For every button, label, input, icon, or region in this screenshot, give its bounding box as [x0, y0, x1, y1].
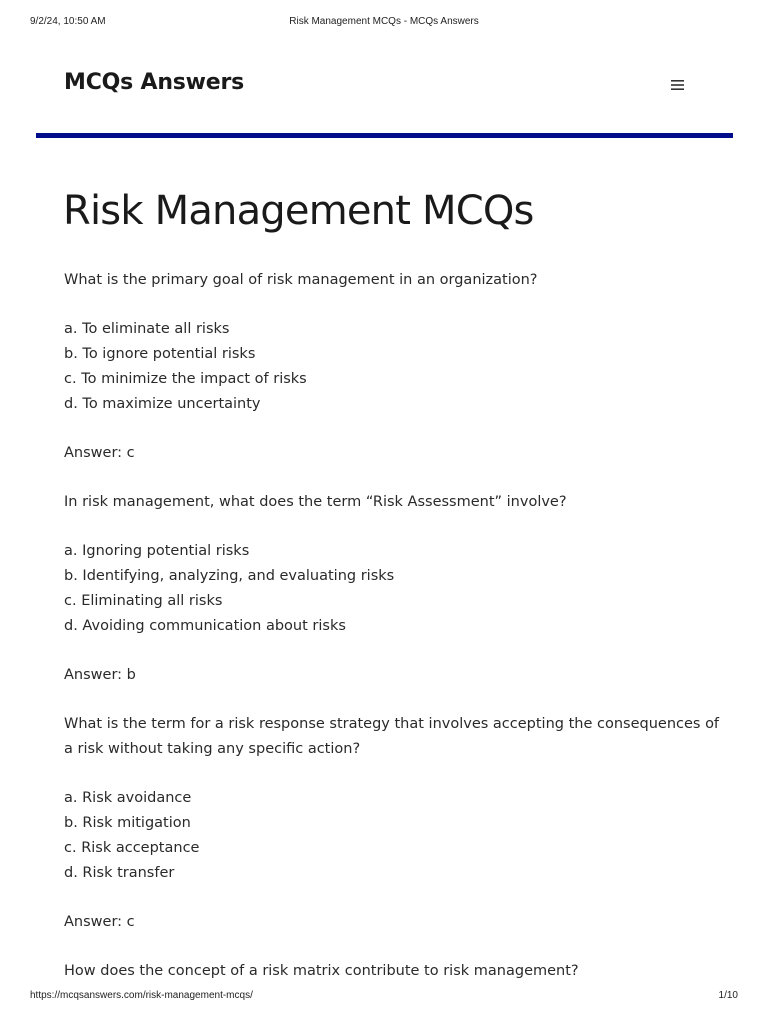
option-item: c. To minimize the impact of risks — [64, 371, 307, 387]
print-url: https://mcqsanswers.com/risk-management-mcqs/ — [30, 990, 253, 1001]
option-item: c. Eliminating all risks — [64, 593, 223, 609]
option-item: a. Risk avoidance — [64, 790, 192, 806]
question-text: In risk management, what does the term “Risk Assessment” involve? — [64, 494, 567, 510]
print-datetime: 9/2/24, 10:50 AM — [30, 16, 106, 27]
header-accent-bar — [36, 133, 733, 138]
question-text: What is the primary goal of risk management in an organization? — [64, 272, 538, 288]
article-content — [64, 268, 724, 1008]
print-page-indicator: 1/10 — [718, 990, 738, 1001]
print-doc-title: Risk Management MCQs - MCQs Answers — [289, 16, 479, 27]
option-item: d. Risk transfer — [64, 865, 175, 881]
option-item: b. Risk mitigation — [64, 815, 191, 831]
option-item: a. To eliminate all risks — [64, 321, 230, 337]
option-item: b. Identifying, analyzing, and evaluating risks — [64, 568, 395, 584]
options-list — [64, 539, 724, 639]
answer-text: Answer: c — [64, 445, 135, 461]
option-item: b. To ignore potential risks — [64, 346, 256, 362]
print-header — [0, 16, 768, 36]
option-item: a. Ignoring potential risks — [64, 543, 250, 559]
option-item: d. Avoiding communication about risks — [64, 618, 346, 634]
page-title: Risk Management MCQs — [63, 188, 534, 234]
answer-text: Answer: c — [64, 914, 135, 930]
option-item: d. To maximize uncertainty — [64, 396, 261, 412]
print-footer — [0, 990, 768, 1010]
hamburger-menu-icon[interactable] — [670, 78, 686, 92]
option-item: c. Risk acceptance — [64, 840, 200, 856]
site-title-link[interactable]: MCQs Answers — [64, 70, 245, 95]
options-list — [64, 786, 724, 886]
options-list — [64, 317, 724, 417]
answer-text: Answer: b — [64, 667, 136, 683]
question-text: What is the term for a risk response strategy that involves accepting the consequences of a risk without taking any specific action? — [64, 716, 720, 757]
question-text: How does the concept of a risk matrix contribute to risk management? — [64, 963, 579, 979]
